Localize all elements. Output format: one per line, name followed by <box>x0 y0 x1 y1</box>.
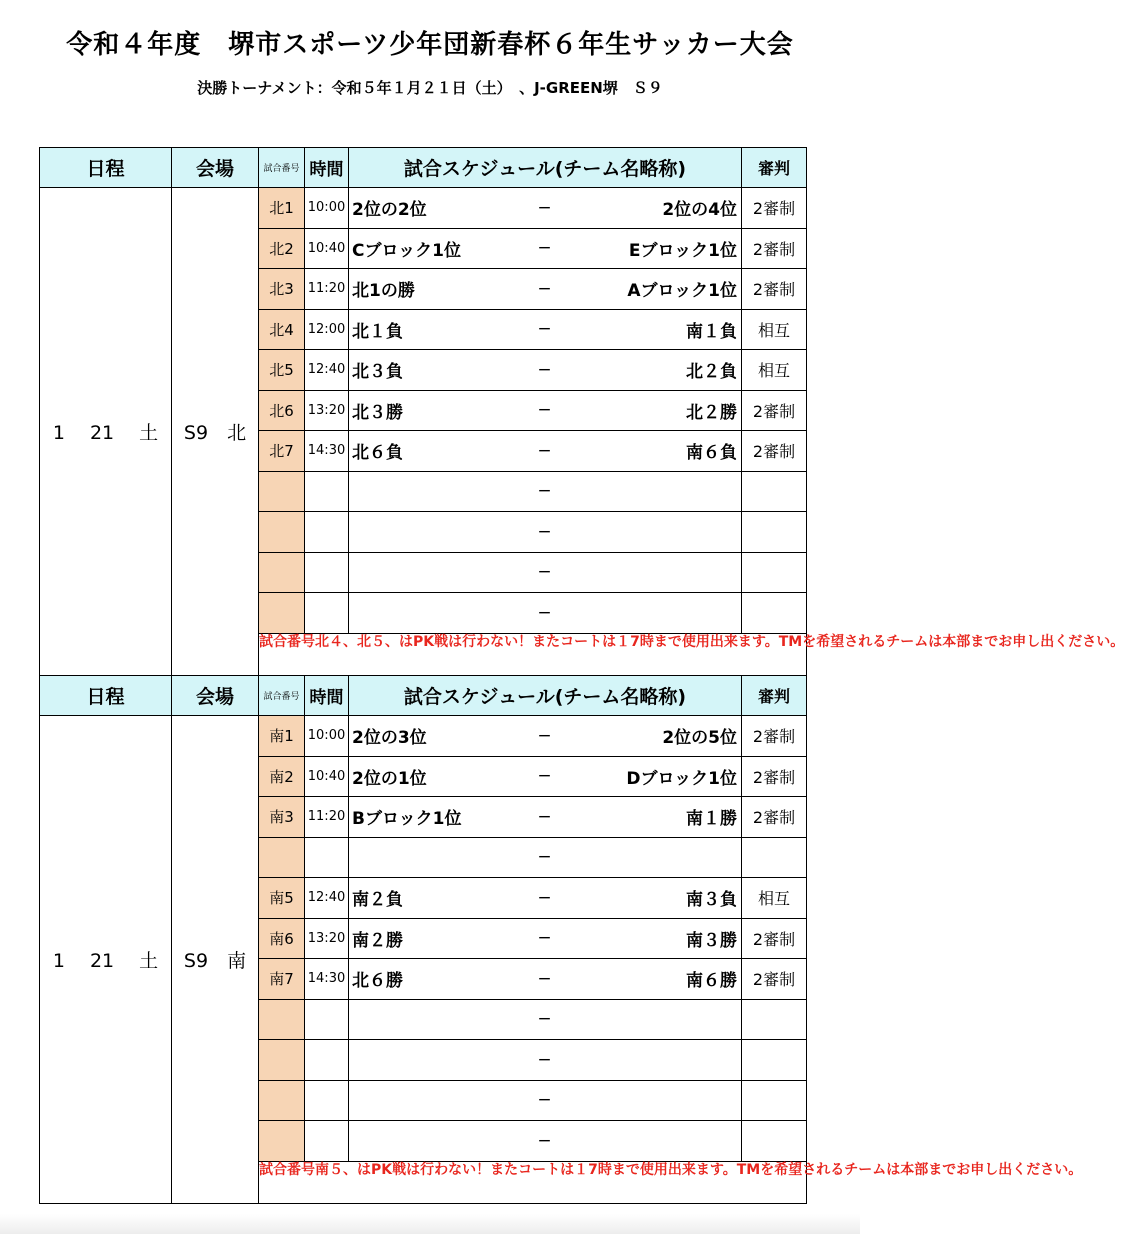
match-time: 12:40 <box>305 350 349 391</box>
header-time: 時間 <box>305 676 349 716</box>
home-team: 南２勝 <box>352 930 403 951</box>
header-referee: 審判 <box>742 676 807 716</box>
versus-dash: − <box>537 1009 552 1030</box>
versus-dash: − <box>537 847 552 868</box>
versus-dash: − <box>537 319 552 340</box>
versus-dash: − <box>537 968 552 989</box>
match-time: 13:20 <box>305 390 349 431</box>
venue-cell: S9 北 <box>172 188 259 676</box>
away-team: 南１負 <box>686 321 737 342</box>
home-team: Bブロック1位 <box>352 809 462 830</box>
match-teams <box>349 350 742 391</box>
versus-dash: − <box>537 887 552 908</box>
referee-cell: 相互 <box>742 309 807 350</box>
match-number <box>259 837 305 878</box>
note-text: 試合番号南５、はPK戦は行わない！またコートは１7時まで使用出来ます。TMを希望されるチームは本部までお申し出ください。 <box>259 1161 807 1203</box>
match-time: 14:30 <box>305 431 349 472</box>
match-time: 10:00 <box>305 188 349 229</box>
referee-cell <box>742 837 807 878</box>
away-team: 南３負 <box>686 890 737 911</box>
match-teams <box>349 188 742 229</box>
versus-dash: − <box>537 928 552 949</box>
match-time <box>305 1040 349 1081</box>
away-team: Eブロック1位 <box>628 240 737 261</box>
match-number <box>259 1121 305 1162</box>
match-number <box>259 999 305 1040</box>
versus-dash: − <box>537 1090 552 1111</box>
match-teams <box>349 878 742 919</box>
referee-cell: 2審制 <box>742 228 807 269</box>
versus-dash: − <box>537 725 552 746</box>
versus-dash: − <box>537 238 552 259</box>
match-teams <box>349 390 742 431</box>
home-team: 2位の2位 <box>352 200 427 221</box>
match-number: 南1 <box>259 716 305 757</box>
header-date: 日程 <box>40 148 172 188</box>
header-match-no: 試合番号 <box>259 676 305 716</box>
referee-cell <box>742 1121 807 1162</box>
home-team: 北３勝 <box>352 402 403 423</box>
match-teams <box>349 593 742 634</box>
schedule-table-north <box>39 147 1124 676</box>
match-teams <box>349 1040 742 1081</box>
header-venue: 会場 <box>172 148 259 188</box>
match-teams <box>349 552 742 593</box>
versus-dash: − <box>537 766 552 787</box>
match-number: 北5 <box>259 350 305 391</box>
match-teams <box>349 959 742 1000</box>
match-teams <box>349 431 742 472</box>
versus-dash: − <box>537 806 552 827</box>
versus-dash: − <box>537 440 552 461</box>
away-team: Dブロック1位 <box>626 768 737 789</box>
match-time: 11:20 <box>305 269 349 310</box>
versus-dash: − <box>537 197 552 218</box>
match-row <box>40 716 807 757</box>
header-row <box>40 148 807 188</box>
match-time: 13:20 <box>305 918 349 959</box>
page-subtitle: 決勝トーナメント：令和５年１月２１日（土） 、J-GREEN堺 Ｓ９ <box>197 79 663 97</box>
versus-dash: − <box>537 359 552 380</box>
home-team: 北６勝 <box>352 971 403 992</box>
match-time: 12:40 <box>305 878 349 919</box>
match-teams <box>349 1121 742 1162</box>
match-number: 南5 <box>259 878 305 919</box>
match-number: 北1 <box>259 188 305 229</box>
match-number: 南2 <box>259 756 305 797</box>
match-teams <box>349 837 742 878</box>
away-team: 2位の5位 <box>662 728 737 749</box>
versus-dash: − <box>537 278 552 299</box>
versus-dash: − <box>537 481 552 502</box>
versus-dash: − <box>537 602 552 623</box>
date-cell: 1 21 土 <box>40 188 172 676</box>
referee-cell: 2審制 <box>742 390 807 431</box>
away-team: Aブロック1位 <box>627 281 737 302</box>
match-time <box>305 593 349 634</box>
header-time: 時間 <box>305 148 349 188</box>
away-team: 南６負 <box>686 443 737 464</box>
home-team: 北３負 <box>352 362 403 383</box>
match-time <box>305 1080 349 1121</box>
match-time: 11:20 <box>305 797 349 838</box>
referee-cell <box>742 512 807 553</box>
match-row <box>40 188 807 229</box>
home-team: 北1の勝 <box>352 281 415 302</box>
match-time <box>305 471 349 512</box>
referee-cell <box>742 552 807 593</box>
match-number <box>259 1040 305 1081</box>
referee-cell <box>742 471 807 512</box>
match-time <box>305 512 349 553</box>
match-number <box>259 552 305 593</box>
match-number <box>259 593 305 634</box>
date-cell: 1 21 土 <box>40 716 172 1204</box>
match-number: 北2 <box>259 228 305 269</box>
away-team: 南６勝 <box>686 971 737 992</box>
match-teams <box>349 269 742 310</box>
referee-cell <box>742 593 807 634</box>
match-number: 北4 <box>259 309 305 350</box>
versus-dash: − <box>537 521 552 542</box>
referee-cell: 2審制 <box>742 716 807 757</box>
match-time: 10:00 <box>305 716 349 757</box>
referee-cell: 相互 <box>742 350 807 391</box>
away-team: 北２勝 <box>686 402 737 423</box>
referee-cell: 2審制 <box>742 188 807 229</box>
match-number: 南3 <box>259 797 305 838</box>
referee-cell: 相互 <box>742 878 807 919</box>
header-date: 日程 <box>40 676 172 716</box>
match-time <box>305 552 349 593</box>
match-teams <box>349 797 742 838</box>
versus-dash: − <box>537 562 552 583</box>
header-match-no: 試合番号 <box>259 148 305 188</box>
match-number: 南6 <box>259 918 305 959</box>
match-time: 12:00 <box>305 309 349 350</box>
referee-cell <box>742 999 807 1040</box>
header-row <box>40 676 807 716</box>
referee-cell <box>742 1080 807 1121</box>
header-venue: 会場 <box>172 676 259 716</box>
match-time <box>305 837 349 878</box>
referee-cell: 2審制 <box>742 959 807 1000</box>
match-time: 10:40 <box>305 228 349 269</box>
note-text: 試合番号北４、北５、はPK戦は行わない！またコートは１7時まで使用出来ます。TMを希望されるチームは本部までお申し出ください。 <box>259 633 807 675</box>
home-team: 2位の3位 <box>352 728 427 749</box>
match-time: 14:30 <box>305 959 349 1000</box>
match-number: 北6 <box>259 390 305 431</box>
away-team: 2位の4位 <box>662 200 737 221</box>
page-bottom-shadow <box>0 1214 860 1234</box>
match-time <box>305 1121 349 1162</box>
match-teams <box>349 228 742 269</box>
home-team: 北６負 <box>352 443 403 464</box>
versus-dash: − <box>537 1049 552 1070</box>
venue-cell: S9 南 <box>172 716 259 1204</box>
match-teams <box>349 309 742 350</box>
match-teams <box>349 999 742 1040</box>
match-number: 北7 <box>259 431 305 472</box>
away-team: 北２負 <box>686 362 737 383</box>
page-title: 令和４年度 堺市スポーツ少年団新春杯６年生サッカー大会 <box>66 30 794 60</box>
match-number: 北3 <box>259 269 305 310</box>
referee-cell: 2審制 <box>742 918 807 959</box>
match-time: 10:40 <box>305 756 349 797</box>
schedule-table-south <box>39 675 1083 1204</box>
referee-cell <box>742 1040 807 1081</box>
versus-dash: − <box>537 1130 552 1151</box>
match-number <box>259 1080 305 1121</box>
match-teams <box>349 756 742 797</box>
home-team: Cブロック1位 <box>352 240 461 261</box>
header-referee: 審判 <box>742 148 807 188</box>
home-team: 南２負 <box>352 890 403 911</box>
header-schedule: 試合スケジュール(チーム名略称) <box>349 676 742 716</box>
referee-cell: 2審制 <box>742 269 807 310</box>
match-number <box>259 512 305 553</box>
referee-cell: 2審制 <box>742 431 807 472</box>
versus-dash: − <box>537 400 552 421</box>
match-teams <box>349 918 742 959</box>
referee-cell: 2審制 <box>742 797 807 838</box>
match-number <box>259 471 305 512</box>
header-schedule: 試合スケジュール(チーム名略称) <box>349 148 742 188</box>
home-team: 北１負 <box>352 321 403 342</box>
match-teams <box>349 716 742 757</box>
match-teams <box>349 471 742 512</box>
referee-cell: 2審制 <box>742 756 807 797</box>
away-team: 南３勝 <box>686 930 737 951</box>
match-number: 南7 <box>259 959 305 1000</box>
match-time <box>305 999 349 1040</box>
away-team: 南１勝 <box>686 809 737 830</box>
match-teams <box>349 512 742 553</box>
match-teams <box>349 1080 742 1121</box>
home-team: 2位の1位 <box>352 768 427 789</box>
